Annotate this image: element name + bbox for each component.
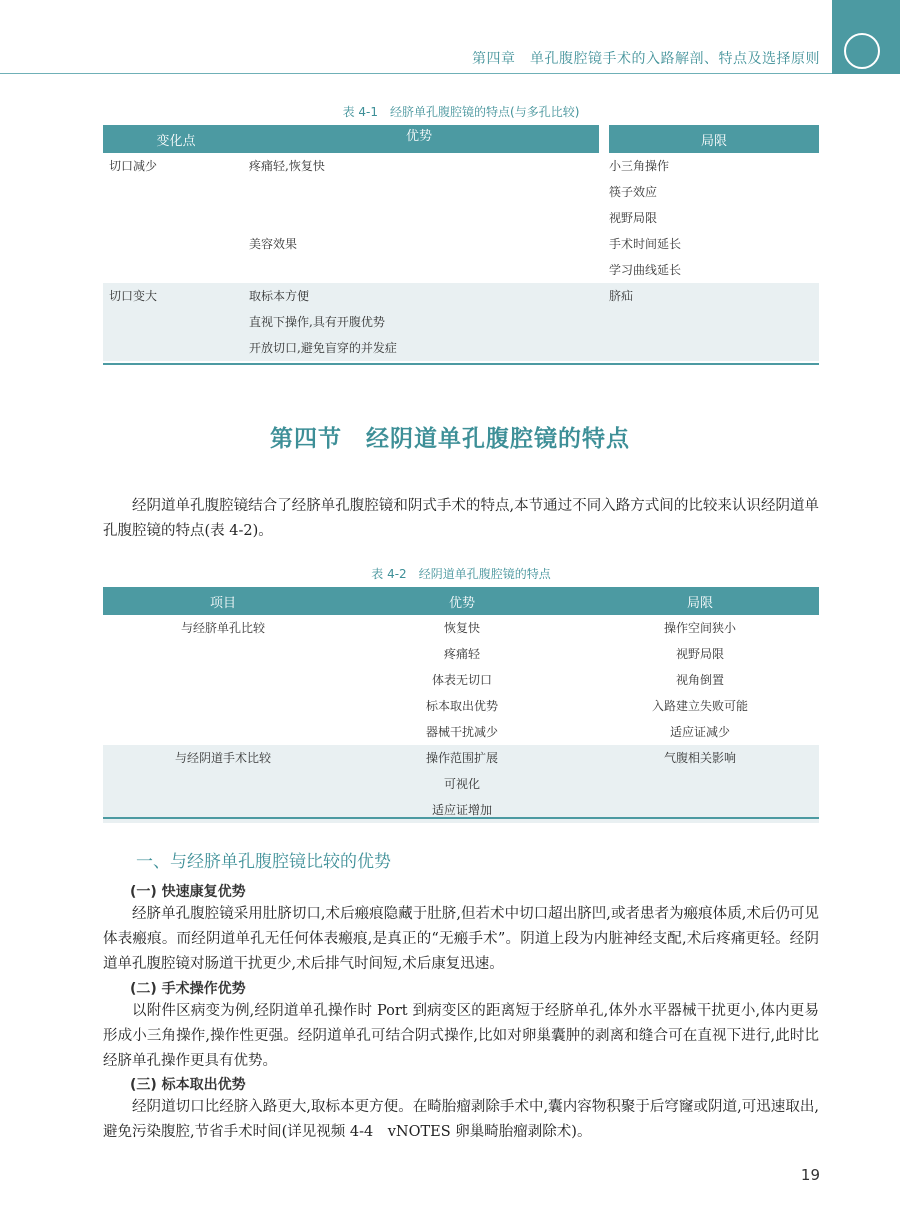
table2-caption: 表 4-2 经阴道单孔腹腔镜的特点 [371, 567, 551, 581]
circle-ornament-icon [844, 33, 880, 69]
table2-header-item: 项目 [103, 587, 343, 615]
table1-advantage: 疼痛轻,恢复快 [249, 159, 325, 173]
header-divider [0, 73, 832, 74]
table2-advantage: 器械干扰减少 [425, 725, 498, 739]
table1-point: 切口变大 [109, 289, 158, 303]
table2-advantage: 操作范围扩展 [425, 751, 498, 765]
table2-bottom-rule [103, 817, 819, 819]
table1-limit: 手术时间延长 [609, 237, 682, 251]
table1 [103, 125, 819, 361]
table2 [103, 587, 819, 823]
subsection-title: 一、与经脐单孔腹腔镜比较的优势 [136, 852, 391, 872]
table-row [103, 283, 819, 361]
table1-point: 切口减少 [109, 159, 158, 173]
table1-limit [609, 309, 819, 335]
table2-header-limit: 局限 [581, 587, 819, 615]
table1-advantage [249, 205, 609, 231]
table2-limit: 入路建立失败可能 [651, 699, 748, 713]
table1-caption: 表 4-1 经脐单孔腹腔镜的特点(与多孔比较) [342, 105, 580, 119]
item-paragraph: 经脐单孔腹腔镜采用肚脐切口,术后瘢痕隐藏于肚脐,但若术中切口超出脐凹,或者患者为瘢痕体质,术后仍可见体表瘢痕。而经阴道单孔无任何体表瘢痕,是真正的“无瘢手术”。阴道上段为内脏神经支配,术后疼痛更轻。经阴道单孔腹腔镜对肠道干扰更少,术后排气时间短,术后康复迅速。 [103, 906, 819, 972]
table2-limit: 适应证减少 [669, 725, 730, 739]
table2-advantage: 可视化 [443, 777, 480, 791]
table1-header-advantage: 优势 [239, 125, 599, 153]
table-row [103, 615, 819, 745]
item-heading: (一) 快速康复优势 [130, 884, 246, 900]
table1-advantage [249, 179, 609, 205]
table2-header-advantage: 优势 [343, 587, 581, 615]
section-title: 第四节 经阴道单孔腹腔镜的特点 [270, 426, 630, 452]
table1-header-point: 变化点 [103, 125, 249, 153]
table2-limit [581, 771, 819, 797]
table2-advantage: 标本取出优势 [425, 699, 498, 713]
item-heading: (三) 标本取出优势 [130, 1077, 246, 1093]
table2-limit: 气腹相关影响 [663, 751, 736, 765]
table2-advantage: 疼痛轻 [443, 647, 480, 661]
item-paragraph: 以附件区病变为例,经阴道单孔操作时 Port 到病变区的距离短于经脐单孔,体外水平器械干扰更小,体内更易形成小三角操作,操作性更强。经阴道单孔可结合阴式操作,比如对卵巢囊肿的剥离和缝合可在直视下进行,此时比经脐单孔操作更具有优势。 [103, 1003, 819, 1069]
table1-limit: 脐疝 [609, 289, 634, 303]
table2-item: 与经脐单孔比较 [180, 621, 265, 635]
table-row [103, 745, 819, 823]
table1-advantage: 开放切口,避免盲穿的并发症 [249, 341, 397, 355]
table1-limit [609, 335, 819, 361]
table2-limit [581, 797, 819, 823]
table1-advantage [249, 257, 609, 283]
table1-limit: 筷子效应 [609, 185, 658, 199]
table1-header-limit: 局限 [609, 125, 819, 153]
table1-advantage: 美容效果 [249, 237, 298, 251]
table1-limit: 视野局限 [609, 211, 658, 225]
table1-limit: 小三角操作 [609, 159, 670, 173]
table2-advantage: 体表无切口 [431, 673, 492, 687]
header-corner-block [832, 0, 900, 74]
table2-limit: 视野局限 [675, 647, 724, 661]
table-row [103, 153, 819, 283]
page-number: 19 [800, 1166, 820, 1184]
table1-advantage: 直视下操作,具有开腹优势 [249, 315, 385, 329]
item-heading: (二) 手术操作优势 [130, 981, 246, 997]
table1-limit: 学习曲线延长 [609, 263, 682, 277]
item-paragraph: 经阴道切口比经脐入路更大,取标本更方便。在畸胎瘤剥除手术中,囊内容物积聚于后穹窿或阴道,可迅速取出,避免污染腹腔,节省手术时间(详见视频 4-4 vNOTES 卵巢畸胎瘤剥除术)。 [103, 1099, 819, 1140]
chapter-header: 第四章 单孔腹腔镜手术的入路解剖、特点及选择原则 [472, 51, 820, 67]
table1-advantage: 取标本方便 [249, 289, 310, 303]
table2-item: 与经阴道手术比较 [174, 751, 271, 765]
section-intro: 经阴道单孔腹腔镜结合了经脐单孔腹腔镜和阴式手术的特点,本节通过不同入路方式间的比较来认识经阴道单孔腹腔镜的特点(表 4-2)。 [103, 498, 819, 539]
table2-advantage: 适应证增加 [431, 803, 492, 817]
table2-advantage: 恢复快 [443, 621, 480, 635]
table2-limit: 视角倒置 [675, 673, 724, 687]
table2-limit: 操作空间狭小 [663, 621, 736, 635]
table1-bottom-rule [103, 363, 819, 365]
